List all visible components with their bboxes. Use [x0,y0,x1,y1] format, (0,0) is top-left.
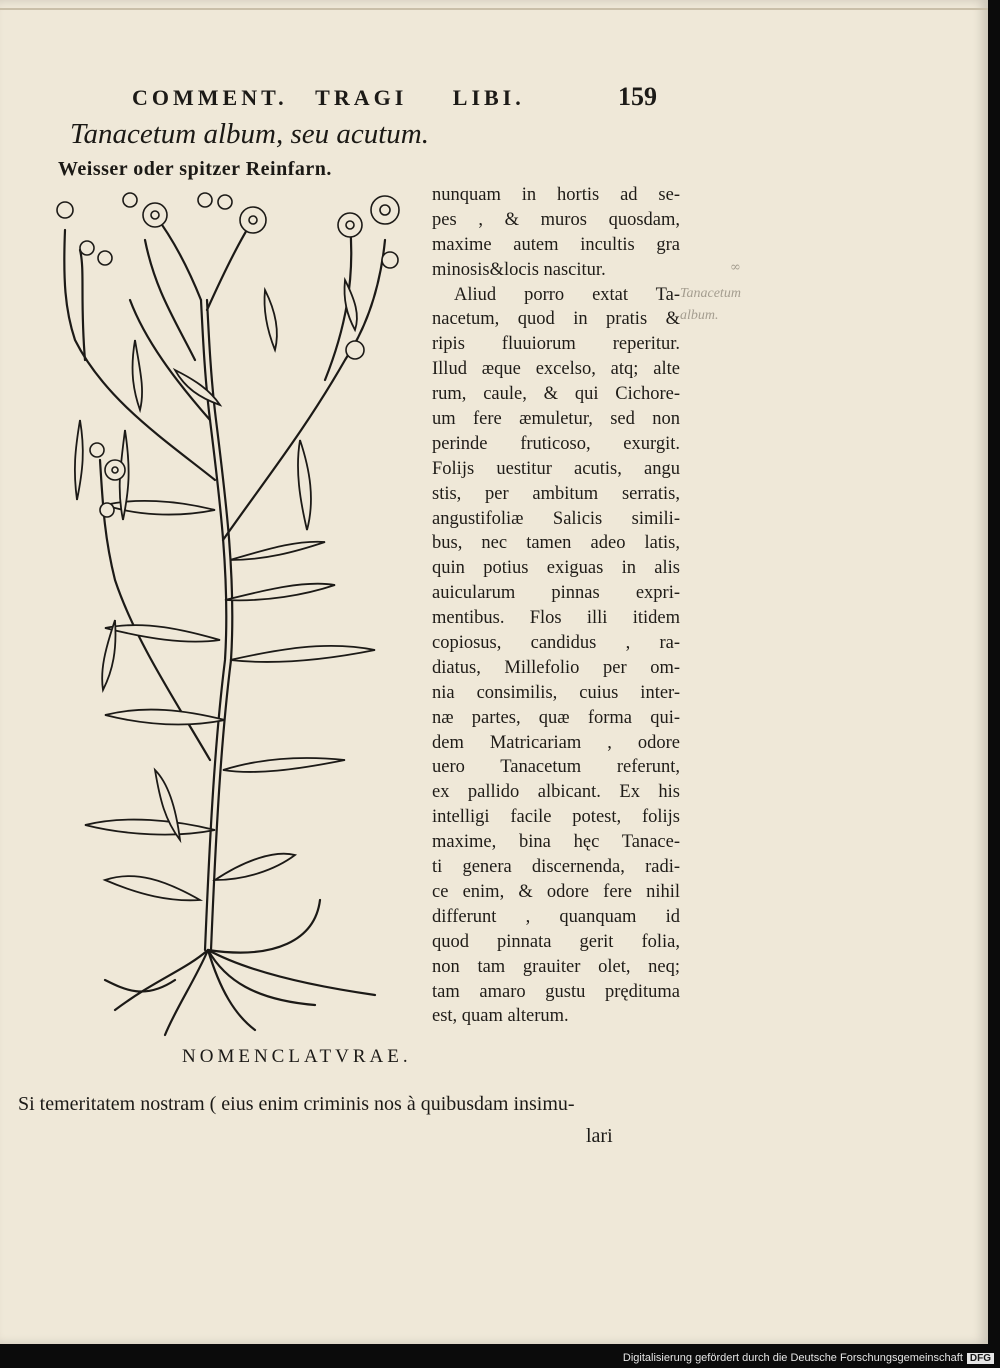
body-text-line: diatus, Millefolio per om- [432,657,680,678]
margin-note-line: album. [680,308,719,323]
page-edge-line [0,8,988,10]
body-text-line: stis, per ambitum serratis, [432,483,680,504]
body-text-line: mentibus. Flos illi itidem [432,608,680,629]
body-text-column [432,183,680,1029]
section-heading: NOMENCLATVRAE. [182,1046,412,1067]
margin-mark: ∞ [730,260,741,275]
body-text-line: quin potius exiguas in alis [432,558,680,579]
paragraph-line: Si temeritatem nostram ( eius enim criminis nos à quibusdam insimu- [18,1093,575,1115]
body-text-line: ce enim, & odore fere nihil [432,881,680,902]
body-text-line: nunquam in hortis ad se- [432,185,680,205]
german-heading: Weisser oder spitzer Reinfarn. [58,158,332,180]
body-text-line: copiosus, candidus , ra- [432,633,680,654]
body-text-line: uero Tanacetum referunt, [432,757,680,778]
body-text-line: bus, nec tamen adeo latis, [432,533,680,554]
body-text-line: tam amaro gustu prędituma [432,981,680,1002]
nomenclature-paragraph [18,1093,648,1147]
paragraph-line: lari [586,1125,613,1147]
credit-text: Digitalisierung gefördert durch die Deutsche Forschungsgemeinschaft [622,1352,963,1364]
body-text-line: næ partes, quæ forma qui- [432,707,680,728]
page-number: 159 [618,82,657,111]
digitization-credit [623,1352,994,1364]
body-text-line: auicularum pinnas expri- [432,583,680,604]
body-text-line: minosis&locis nascitur. [432,259,606,280]
running-author: TRAGI [315,85,408,110]
margin-note [680,283,770,327]
body-text-line: Folijs uestitur acutis, angu [432,458,680,479]
tansy-woodcut-illustration [25,180,415,1045]
running-book: LIBI. [452,85,525,110]
body-text-line: ti genera discernenda, radi- [432,857,680,878]
body-text-line: Illud æque excelso, atq; alte [432,359,680,380]
margin-note-line: Tanacetum [680,286,741,301]
body-text-line: nacetum, quod in pratis & [432,309,680,330]
body-text-line: quod pinnata gerit folia, [432,931,680,952]
body-text-line: maxime, bina hęc Tanace- [432,832,680,853]
body-text-line: pes , & muros quosdam, [432,209,680,230]
body-text-line: non tam grauiter olet, neq; [432,956,680,977]
body-text-line: perinde fruticoso, exurgit. [432,433,680,454]
body-text-line: intelligi facile potest, folijs [432,807,680,828]
latin-heading: Tanacetum album, seu acutum. [70,118,429,150]
dfg-logo: DFG [967,1353,994,1364]
body-text-line: ripis fluuiorum reperitur. [432,334,680,355]
body-text-line: dem Matricariam , odore [432,732,680,753]
body-text-line: ex pallido albicant. Ex his [432,782,680,803]
body-text-line: Aliud porro extat Ta- [454,284,680,305]
body-text-line: nia consimilis, cuius inter- [432,682,680,703]
body-text-line: maxime autem incultis gra [432,234,680,255]
body-text-line: est, quam alterum. [432,1006,569,1027]
running-title: COMMENT. [132,85,288,110]
running-head [132,85,525,111]
body-text-line: um fere æmuletur, sed non [432,409,680,430]
body-text-line: angustifoliæ Salicis simili- [432,508,680,529]
body-text-line: rum, caule, & qui Cichore- [432,384,680,405]
body-text-line: differunt , quanquam id [432,906,680,927]
